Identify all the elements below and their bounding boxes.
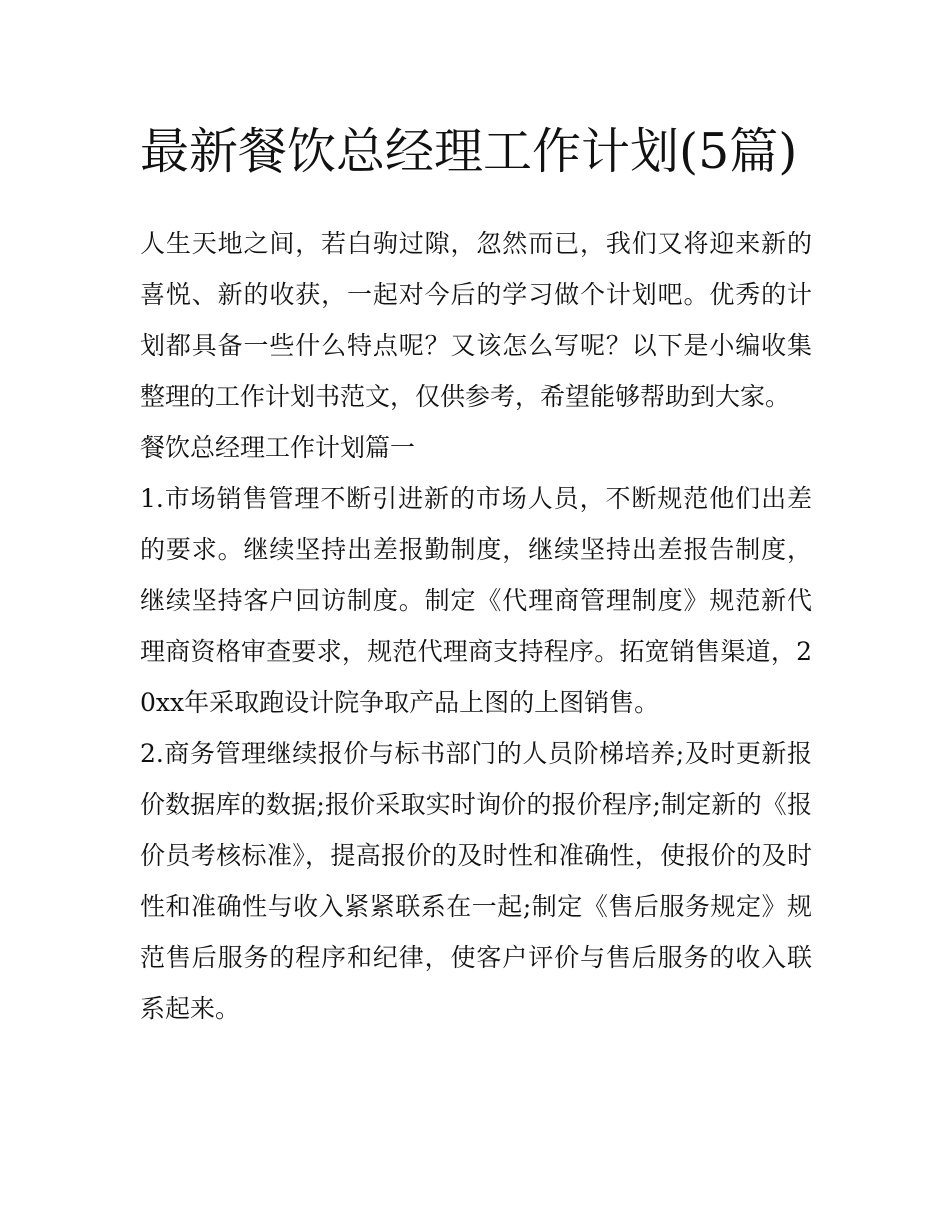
item-1-paragraph: 1.市场销售管理不断引进新的市场人员，不断规范他们出差的要求。继续坚持出差报勤制度，继续坚持出差报告制度，继续坚持客户回访制度。制定《代理商管理制度》规范新代理商资格审查要求，规范代理商支持程序。拓宽销售渠道，20xx年采取跑设计院争取产品上图的上图销售。: [140, 484, 812, 717]
section-heading: 餐饮总经理工作计划篇一: [140, 433, 416, 462]
item-2-paragraph: 2.商务管理继续报价与标书部门的人员阶梯培养;及时更新报价数据库的数据;报价采取实时询价的报价程序;制定新的《报价员考核标准》，提高报价的及时性和准确性，使报价的及时性和准确性与收入紧紧联系在一起;制定《售后服务规定》规范售后服务的程序和纪律，使客户评价与售后服务的收入联系起来。: [140, 739, 812, 1023]
document-title: 最新餐饮总经理工作计划(5篇): [140, 123, 798, 180]
intro-paragraph: 人生天地之间，若白驹过隙，忽然而已，我们又将迎来新的喜悦、新的收获，一起对今后的学习做个计划吧。优秀的计划都具备一些什么特点呢？又该怎么写呢？以下是小编收集整理的工作计划书范文，仅供参考，希望能够帮助到大家。: [140, 229, 812, 411]
document-page: [140, 112, 812, 1034]
